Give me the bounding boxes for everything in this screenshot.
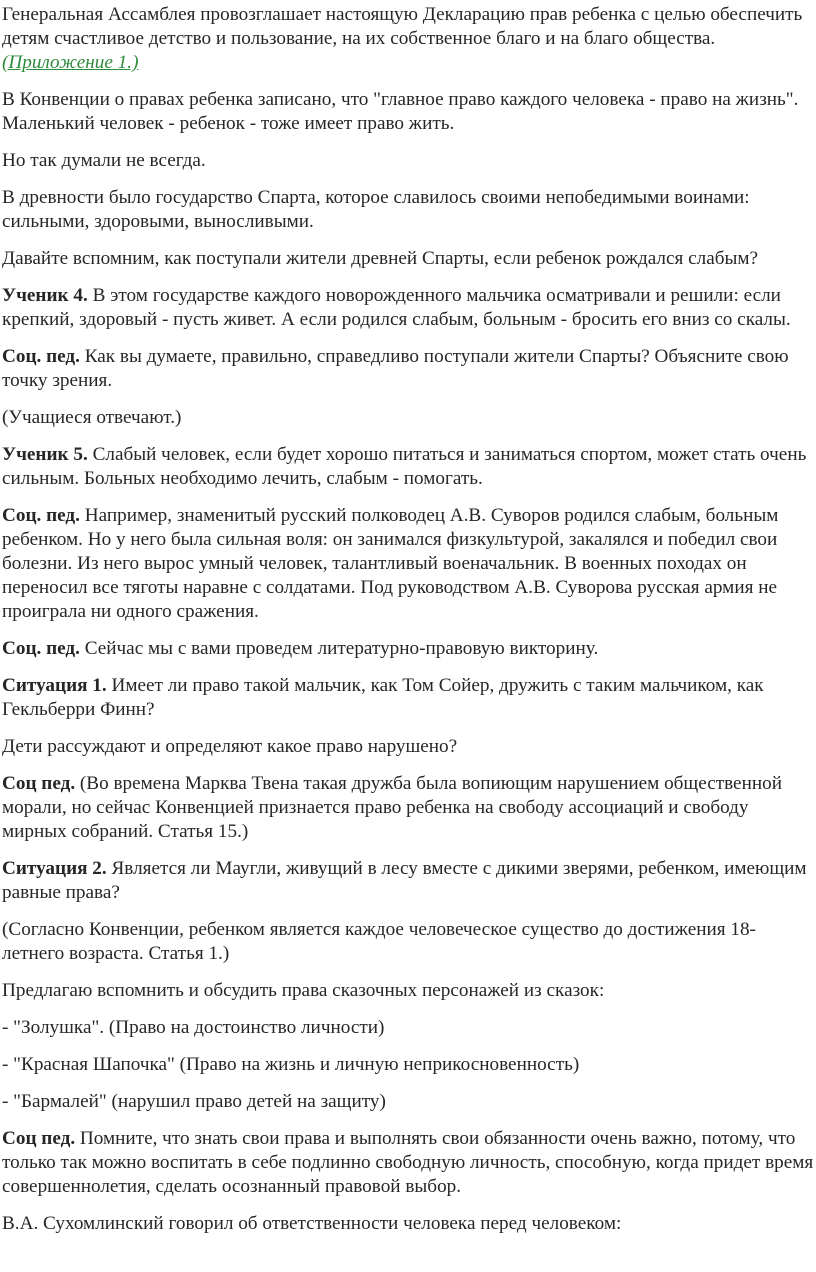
list-item-barmaley (2, 1090, 814, 1114)
paragraph-text: В древности было государство Спарта, которое славилось своими непобедимыми воинами: сильными, здоровыми, выносливыми. (2, 187, 750, 232)
paragraph-quiz (2, 637, 814, 661)
speaker-label: Ученик 5. (2, 444, 88, 465)
paragraph-student-5 (2, 443, 814, 491)
speaker-label: Соц пед. (2, 1128, 76, 1149)
paragraph-conclusion (2, 1127, 814, 1199)
paragraph-text: Слабый человек, если будет хорошо питаться и заниматься спортом, может стать очень сильным. Больных необходимо лечить, слабым - помогать. (2, 444, 807, 489)
paragraph-student-4 (2, 284, 814, 332)
paragraph-sparta (2, 186, 814, 234)
speaker-label: Соц. пед. (2, 505, 80, 526)
paragraph-child-definition (2, 918, 814, 966)
paragraph-text: - "Бармалей" (нарушил право детей на защиту) (2, 1091, 386, 1112)
paragraph-text: Имеет ли право такой мальчик, как Том Сойер, дружить с таким мальчиком, как Гекльберри Финн? (2, 675, 764, 720)
list-item-red-riding-hood (2, 1053, 814, 1077)
speaker-label: Ученик 4. (2, 285, 88, 306)
paragraph-text: (Учащиеся отвечают.) (2, 407, 182, 428)
speaker-label: Соц. пед. (2, 638, 80, 659)
paragraph-fairy-tales (2, 979, 814, 1003)
paragraph-text: Дети рассуждают и определяют какое право нарушено? (2, 736, 458, 757)
paragraph-text: - "Красная Шапочка" (Право на жизнь и личную неприкосновенность) (2, 1054, 580, 1075)
paragraph-text: Например, знаменитый русский полководец А.В. Суворов родился слабым, больным ребенком. Но у него была сильная воля: он занимался физкультурой, закалялся и победил свои болезни. Из него вырос умный человек, талантливый военачальник. В военных походах он переносил все тяготы наравне с солдатами. Под руководством А.В. Суворова русская армия не проиграла ни одного сражения. (2, 505, 779, 622)
paragraph-children-discuss (2, 735, 814, 759)
paragraph-suvorov (2, 504, 814, 624)
paragraph-not-always (2, 149, 814, 173)
paragraph-text: Давайте вспомним, как поступали жители древней Спарты, если ребенок рождался слабым? (2, 248, 759, 269)
speaker-label: Соц пед. (2, 773, 76, 794)
paragraph-situation-2 (2, 857, 814, 905)
speaker-label: Ситуация 2. (2, 858, 107, 879)
paragraph-text: Генеральная Ассамблея провозглашает настоящую Декларацию прав ребенка с целью обеспечить детям счастливое детство и пользование, на их собственное благо и на благо общества. (2, 4, 803, 49)
paragraph-text: Сейчас мы с вами проведем литературно-правовую викторину. (84, 638, 599, 659)
paragraph-text: В Конвенции о правах ребенка записано, что "главное право каждого человека - право на жизнь". Маленький человек - ребенок - тоже имеет право жить. (2, 89, 799, 134)
paragraph-twain (2, 772, 814, 844)
list-item-cinderella (2, 1016, 814, 1040)
paragraph-text: Как вы думаете, правильно, справедливо поступали жители Спарты? Объясните свою точку зрения. (2, 346, 789, 391)
paragraph-text: (Согласно Конвенции, ребенком является каждое человеческое существо до достижения 18-летнего возраста. Статья 1.) (2, 919, 756, 964)
paragraph-text: Но так думали не всегда. (2, 150, 206, 171)
paragraph-situation-1 (2, 674, 814, 722)
paragraph-teacher-question (2, 345, 814, 393)
paragraph-sparta-question (2, 247, 814, 271)
appendix-link[interactable]: (Приложение 1.) (2, 52, 139, 73)
paragraph-text: Помните, что знать свои права и выполнять свои обязанности очень важно, потому, что только так можно воспитать в себе подлинно свободную личность, способную, когда придет время совершеннолетия, сделать осознанный правовой выбор. (2, 1128, 814, 1197)
paragraph-text: (Во времена Марква Твена такая дружба была вопиющим нарушением общественной морали, но сейчас Конвенцией признается право ребенка на свободу ассоциаций и свободу мирных собраний. Статья 15.) (2, 773, 782, 842)
paragraph-convention (2, 88, 814, 136)
paragraph-text: Предлагаю вспомнить и обсудить права сказочных персонажей из сказок: (2, 980, 605, 1001)
paragraph-text: - "Золушка". (Право на достоинство личности) (2, 1017, 385, 1038)
paragraph-declaration (2, 3, 814, 75)
speaker-label: Ситуация 1. (2, 675, 107, 696)
paragraph-text: В.А. Сухомлинский говорил об ответственности человека перед человеком: (2, 1213, 622, 1234)
paragraph-students-answer (2, 406, 814, 430)
paragraph-sukhomlinsky (2, 1212, 814, 1236)
paragraph-text: В этом государстве каждого новорожденного мальчика осматривали и решили: если крепкий, здоровый - пусть живет. А если родился слабым, больным - бросить его вниз со скалы. (2, 285, 791, 330)
paragraph-text: Является ли Маугли, живущий в лесу вместе с дикими зверями, ребенком, имеющим равные права? (2, 858, 807, 903)
speaker-label: Соц. пед. (2, 346, 80, 367)
